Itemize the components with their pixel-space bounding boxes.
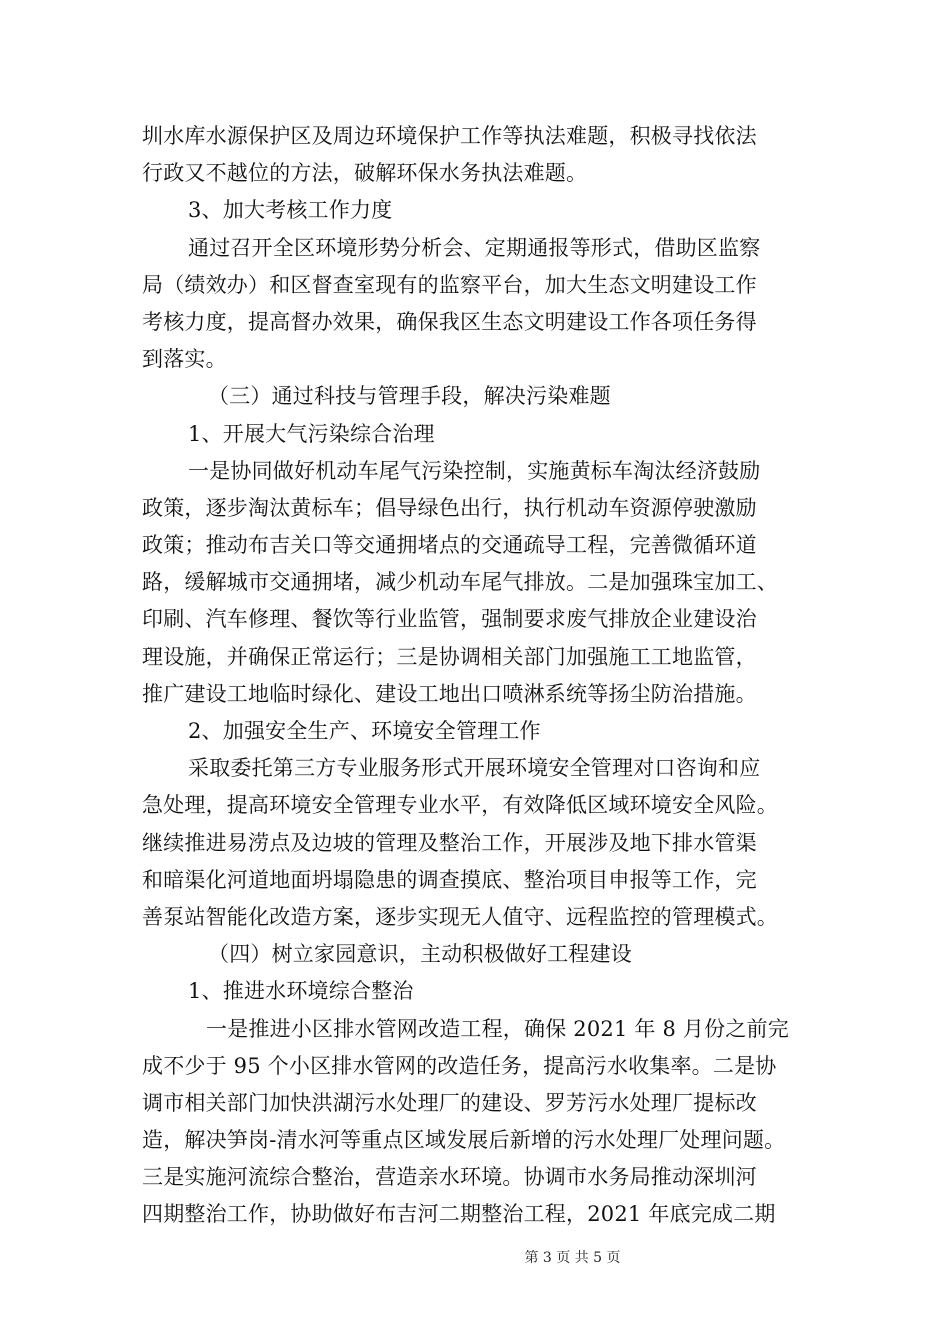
text-line: 印刷、汽车修理、餐饮等行业监管，强制要求废气排放企业建设治 — [142, 607, 757, 632]
text-line: 考核力度，提高督办效果，确保我区生态文明建设工作各项任务得 — [142, 309, 757, 334]
text-line: 理设施，并确保正常运行；三是协调相关部门加强施工工地监管， — [142, 644, 757, 669]
text-line: 采取委托第三方专业服务形式开展环境安全管理对口咨询和应 — [188, 756, 761, 781]
text-line: 到落实。 — [142, 347, 227, 372]
text-line: 行政又不越位的方法，破解环保水务执法难题。 — [142, 161, 588, 186]
text-line: 继续推进易涝点及边坡的管理及整治工作，开展涉及地下排水管渠 — [142, 830, 757, 855]
text-line: （四）树立家园意识，主动积极做好工程建设 — [208, 942, 632, 967]
text-line: 1、推进水环境综合整治 — [188, 979, 414, 1004]
text-line: 和暗渠化河道地面坍塌隐患的调查摸底、整治项目申报等工作，完 — [142, 867, 757, 892]
text-line: 调市相关部门加快洪湖污水处理厂的建设、罗芳污水处理厂提标改 — [142, 1090, 757, 1115]
text-line: 路，缓解城市交通拥堵，减少机动车尾气排放。二是加强珠宝加工、 — [142, 570, 778, 595]
text-line: 善泵站智能化改造方案，逐步实现无人值守、远程监控的管理模式。 — [142, 904, 778, 929]
document-body — [142, 118, 810, 1234]
text-line: （三）通过科技与管理手段，解决污染难题 — [208, 384, 611, 409]
text-line: 2、加强安全生产、环境安全管理工作 — [188, 719, 541, 743]
text-line: 圳水库水源保护区及周边环境保护工作等执法难题，积极寻找依法 — [142, 124, 757, 148]
text-line: 政策；推动布吉关口等交通拥堵点的交通疏导工程，完善微循环道 — [142, 533, 757, 558]
text-line: 急处理，提高环境安全管理专业水平，有效降低区域环境安全风险。 — [142, 793, 778, 818]
text-line: 一是推进小区排水管网改造工程，确保 2021 年 8 月份之前完 — [206, 1016, 789, 1041]
text-line: 造，解决笋岗-清水河等重点区域发展后新增的污水处理厂处理问题。 — [142, 1128, 786, 1153]
text-line: 推广建设工地临时绿化、建设工地出口喷淋系统等扬尘防治措施。 — [142, 681, 757, 706]
text-line: 局（绩效办）和区督查室现有的监察平台，加大生态文明建设工作 — [142, 272, 757, 297]
text-line: 成不少于 95 个小区排水管网的改造任务，提高污水收集率。二是协 — [142, 1053, 777, 1078]
text-line: 3、加大考核工作力度 — [188, 198, 393, 223]
text-line: 四期整治工作，协助做好布吉河二期整治工程，2021 年底完成二期 — [142, 1202, 776, 1227]
text-line: 三是实施河流综合整治，营造亲水环境。协调市水务局推动深圳河 — [142, 1165, 757, 1190]
text-line: 政策，逐步淘汰黄标车；倡导绿色出行，执行机动车资源停驶激励 — [142, 495, 757, 520]
page-number-footer: 第 3 页 共 5 页 — [524, 1250, 621, 1266]
text-line: 一是协同做好机动车尾气污染控制，实施黄标车淘汰经济鼓励 — [188, 458, 761, 483]
text-line: 1、开展大气污染综合治理 — [188, 421, 435, 446]
text-line: 通过召开全区环境形势分析会、定期通报等形式，借助区监察 — [188, 235, 761, 260]
